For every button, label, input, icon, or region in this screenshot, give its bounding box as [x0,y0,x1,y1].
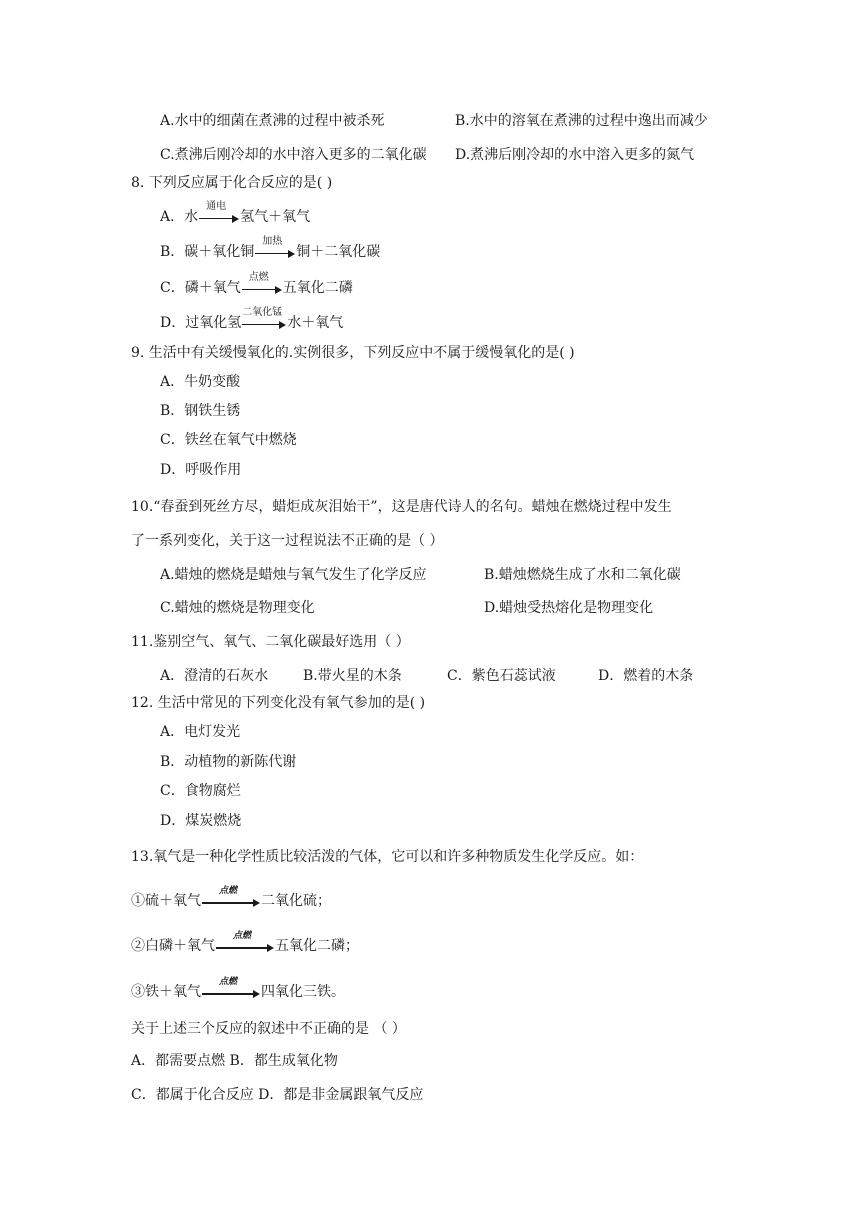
reaction-reactants: D．过氧化氢 [160,315,242,331]
q7-option-a: A.水中的细菌在煮沸的过程中被杀死 [160,113,385,129]
q13-question: 关于上述三个反应的叙述中不正确的是 （ ） [131,1021,406,1037]
q10-stem-line1: 10.“春蚕到死丝方尽，蜡炬成灰泪始干”，这是唐代诗人的名句。蜡烛在燃烧过程中发生 [131,499,672,515]
q10-option-a: A.蜡烛的燃烧是蜡烛与氧气发生了化学反应 [160,567,427,583]
q9-option-c: C．铁丝在氧气中燃烧 [160,432,297,448]
reaction-reactants: ②白磷＋氧气 [131,938,215,954]
reaction-arrow-icon [242,272,282,297]
q9-option-a: A．牛奶变酸 [160,374,241,390]
q12-option-c: C．食物腐烂 [160,783,241,799]
q8-option-a [160,201,311,226]
q7-option-d: D.煮沸后刚冷却的水中溶入更多的氮气 [455,147,695,163]
q11-option-c: C．紫色石蕊试液 [447,668,556,684]
reaction-condition: 二氧化锰 [242,307,283,318]
q12-stem: 12. 生活中常见的下列变化没有氧气参加的是( ) [131,695,426,711]
reaction-arrow-icon [242,307,286,332]
reaction-products: 五氧化二磷 [282,280,353,296]
reaction-reactants: A．水 [160,209,199,225]
q12-option-a: A．电灯发光 [160,724,241,740]
reaction-condition: 点燃 [218,886,237,896]
reaction-condition: 点燃 [218,977,237,987]
reaction-products: 二氧化硫； [261,893,331,909]
q7-option-b: B.水中的溶氧在煮沸的过程中逸出而减少 [455,113,708,129]
q13-reaction-2 [131,931,359,955]
reaction-arrow-icon [216,931,274,955]
q9-option-d: D．呼吸作用 [160,462,242,478]
q11-option-b: B.带火星的木条 [303,668,402,684]
reaction-products: 四氧化三铁。 [261,984,345,1000]
q9-stem: 9. 生活中有关缓慢氧化的.实例很多，下列反应中不属于缓慢氧化的是( ) [131,345,575,361]
reaction-arrow-icon [199,201,239,226]
reaction-condition: 通电 [206,201,227,212]
reaction-reactants: B．碳＋氧化铜 [160,244,255,260]
q8-option-d [160,307,344,332]
q10-option-c: C.蜡烛的燃烧是物理变化 [160,600,315,616]
q13-stem: 13.氧气是一种化学性质比较活泼的气体，它可以和许多种物质发生化学反应。如： [131,849,644,865]
reaction-condition: 点燃 [248,272,269,283]
q8-option-c [160,272,353,297]
q13-reaction-1 [131,886,331,910]
q10-stem-line2: 了一系列变化，关于这一过程说法不正确的是（ ） [131,533,444,549]
q10-option-b: B.蜡烛燃烧生成了水和二氧化碳 [484,567,681,583]
q8-option-b [160,236,381,261]
reaction-condition: 加热 [262,236,283,247]
q12-option-d: D．煤炭燃烧 [160,813,242,829]
q11-option-a: A．澄清的石灰水 [160,668,269,684]
q11-option-d: D．燃着的木条 [598,668,694,684]
q8-stem: 8. 下列反应属于化合反应的是( ) [131,175,333,191]
reaction-arrow-icon [202,977,260,1001]
q9-option-b: B．钢铁生锈 [160,403,241,419]
reaction-arrow-icon [255,236,295,261]
q13-options-cd: C．都属于化合反应 D．都是非金属跟氧气反应 [131,1087,424,1103]
q7-option-c: C.煮沸后刚冷却的水中溶入更多的二氧化碳 [160,147,427,163]
reaction-arrow-icon [202,886,260,910]
reaction-products: 氢气＋氧气 [240,209,311,225]
reaction-products: 铜＋二氧化碳 [296,244,381,260]
q10-option-d: D.蜡烛受热熔化是物理变化 [484,600,654,616]
reaction-reactants: C．磷＋氧气 [160,280,241,296]
reaction-products: 五氧化二磷； [275,938,359,954]
reaction-products: 水＋氧气 [287,315,344,331]
q13-reaction-3 [131,977,345,1001]
reaction-reactants: ①硫＋氧气 [131,893,201,909]
q12-option-b: B．动植物的新陈代谢 [160,754,297,770]
reaction-condition: 点燃 [232,931,251,941]
reaction-reactants: ③铁＋氧气 [131,984,201,1000]
q13-options-ab: A．都需要点燃 B．都生成氧化物 [131,1053,338,1069]
q11-stem: 11.鉴别空气、氧气、二氧化碳最好选用（ ） [131,634,410,650]
